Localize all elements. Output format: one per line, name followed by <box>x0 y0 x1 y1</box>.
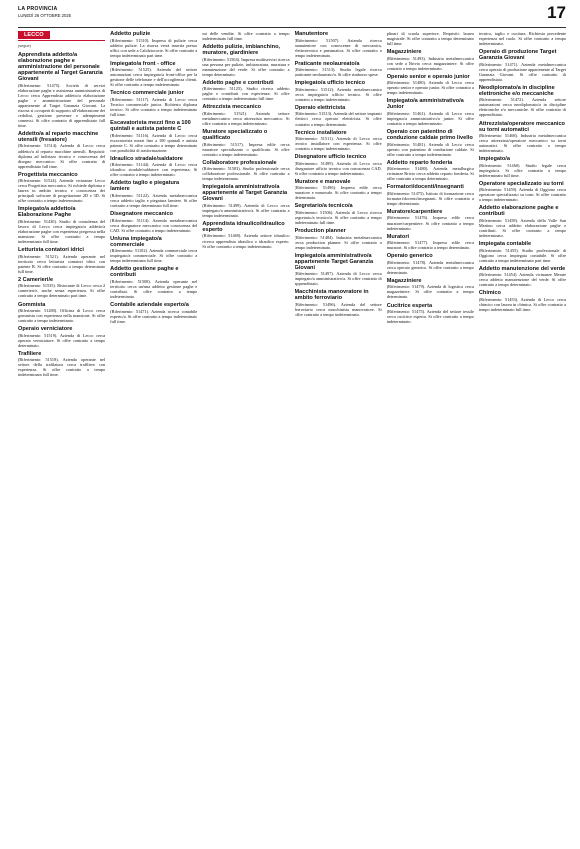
job-title: Disegnatore meccanico <box>110 211 173 218</box>
job-description: (Riferimento: 51476). Impresa edile cerca muratore/carpentiere. Si offre contratto a tempo indeterminato. <box>386 215 474 231</box>
job-description: (Riferimento: 51102). Azienda commerciale cerca impiegato/a commerciale. Si offre contratto a tempo indeterminato full time. <box>110 248 198 264</box>
page-number: 17 <box>547 3 566 22</box>
job-listing <box>387 184 474 206</box>
column-3 <box>202 31 289 843</box>
job-listing <box>387 209 474 231</box>
job-listing <box>295 228 382 250</box>
job-description: (Riferimento: 51511). Azienda di Lecco cerca tecnico installatore con esperienza. Si offre contratto a tempo indeterminato. <box>294 136 382 152</box>
section-tag: LECCO <box>18 31 50 39</box>
job-listing <box>387 49 474 71</box>
job-listing <box>110 211 197 233</box>
job-description: (Riferimento: 51471). Azienda ricerca contabile esperto/a. Si offre contratto a tempo indeterminato full time. <box>110 308 198 324</box>
job-description: (Riferimento: 51468). Industria metalmeccanica cerca attrezzista/operatore meccanico su torni automatici. Si offre contratto a tempo indeterminato. <box>478 133 567 154</box>
job-title: Addetto/a al reparto macchine utensili (fresatore) <box>18 130 99 143</box>
job-description: (Riferimento: 51497). Azienda di Lecco cerca impiegato/a amministrativo/a. Si offre contratto di apprendistato. <box>294 271 382 287</box>
job-description: (Riferimento: 51499). Azienda di Lecco cerca disegnatore ufficio tecnico con conoscenza CAD. Si offre contratto a tempo indeterminato. <box>294 160 382 176</box>
columns <box>18 31 566 843</box>
job-title: Addetto elaborazione paghe e contributi <box>478 205 559 218</box>
job-title: Formatori/docenti/insegnanti <box>386 184 464 191</box>
job-title: Muratori <box>386 233 410 240</box>
job-title: Tecnico commerciale junior <box>110 90 184 97</box>
job-listing <box>18 172 105 204</box>
job-listing <box>110 266 197 299</box>
job-description: (Riferimento: 51508). Azienda operante nel territorio cerca un/una addetto gestione paghe e contributi. Si offre contratto a tempo indeterminato. <box>110 278 198 299</box>
job-description: (Riferimento: 51461). Azienda di Lecco cerca impiegato/a amministrativo/a junior. Si offre contratto a tempo indeterminato. <box>386 110 474 127</box>
job-title: Impiegato/a front - office <box>110 60 176 67</box>
job-listing <box>18 277 105 299</box>
job-listing <box>202 44 289 77</box>
job-title: Idraulico stradale/saldatore <box>110 155 183 162</box>
job-title: Muratore/carpentiere <box>386 208 443 215</box>
job-listing <box>18 131 105 169</box>
job-description: (Riferimento: 51514). Azienda di Lecco cerca addetto/a al reparto macchine utensili. Requisiti: diploma ad indirizzo tecnico e conoscenza del disegno meccanico. Si offre contratto di apprendistato full time. <box>18 143 106 169</box>
job-title: Tecnico installatore <box>294 129 347 136</box>
job-listing <box>387 31 474 46</box>
job-description: (Riferimento: 51477). Impresa edile cerca muratori. Si offre contratto a tempo determinato. <box>386 240 474 251</box>
job-listing <box>18 326 105 348</box>
job-description: (Riferimento: 51117). Azienda di Lecco cerca Tecnico commerciale junior. Richiesto diploma tecnico. Si offre contratto a tempo indeterminato full time. <box>110 96 198 118</box>
job-description: (Riferimento: 51125). Studio ricerca addetto paghe e contributi con esperienza. Si offre contratto a tempo indeterminato full time. <box>202 86 290 102</box>
job-title: Magazziniere <box>386 49 422 56</box>
job-listing <box>479 241 566 263</box>
job-description: (Riferimento: 51460). Studio legale cerca impiegato/a. Si offre contratto a tempo indeterminato full time. <box>478 162 567 178</box>
job-description: (Riferimento: 51458). Azienda della Valle San Martino cerca addetto elaborazione paghe e contributi. Si offre contratto a tempo indeterminato. <box>478 217 567 239</box>
job-description: (Riferimento: 51280). Officina di Lecco cerca gommista con esperienza nella mansione. Si offre contratto a tempo indeterminato. <box>18 308 106 324</box>
job-listing <box>479 85 566 118</box>
job-listing <box>295 179 382 201</box>
job-title: Cucitrice esperta <box>386 302 433 309</box>
job-listing <box>295 31 382 58</box>
job-title: Addetto paghe e contributi <box>202 79 274 86</box>
job-title: Praticante neolaureato/a <box>294 60 360 67</box>
job-title: Addetto pulizie, imbianchino, muratore, giardiniere <box>202 44 281 57</box>
job-title: Gommista <box>18 301 46 308</box>
job-title: Operaio elettricista <box>294 104 346 111</box>
job-description: (Riferimento: 51535). Ristorante di Lecco cerca 2 camerieri/e, anche senza esperienza. Si offre contratto a tempo determinato part time. <box>18 283 106 299</box>
job-description: (Riferimento: 51519). Azienda di Lecco cerca operaio verniciatore. Si offre contratto a tempo determinato. <box>18 332 106 348</box>
column-2 <box>110 31 197 843</box>
job-listing <box>387 160 474 182</box>
job-title: Production planner <box>294 228 346 235</box>
job-description: (Riferimento: 51510). Impresa di pulizie cerca addetto pulizie. La risorsa verrà inserita presso uffici con sede a Calolziocorte. Si offre contratto a tempo indeterminato part time. <box>110 37 198 58</box>
job-listing <box>110 31 197 58</box>
job-title: Operatore specializzato su torni <box>478 180 564 187</box>
job-listing <box>479 156 566 178</box>
job-description: (Riferimento: 51430). Studio di consulenza del lavoro di Lecco cerca impiegato/a addetto/a elaborazione paghe con esperienza pregressa nella mansione. Si offre contratto a tempo indeterminato full time. <box>18 218 106 245</box>
job-listing <box>295 130 382 152</box>
job-description: (Riferimento: 51455). Studio professionale di Oggiono cerca impiegata contabile. Si offre contratto a tempo indeterminato part time. <box>478 247 567 263</box>
job-description: (Riferimento: 51503). Studio professionale cerca collaboratore professionale. Si offre contratto a tempo indeterminato. <box>202 166 290 182</box>
job-listing <box>479 266 566 288</box>
job-title: Escavatorista mezzi fino a 100 quintali e autista patente C <box>110 120 191 133</box>
job-title: Un/una impiegato/a commerciale <box>110 235 162 248</box>
job-title: Chimico <box>478 290 501 297</box>
job-listing <box>479 181 566 203</box>
job-title: Disegnatore ufficio tecnico <box>294 154 367 161</box>
job-listing <box>387 74 474 96</box>
column-1 <box>18 31 105 843</box>
job-listing <box>202 184 289 218</box>
section-continued: (segue) <box>18 44 31 48</box>
job-title: Operaio verniciatore <box>18 326 73 333</box>
job-listing <box>18 52 105 128</box>
job-description: (Riferimento: 51453). Azienda di Lecco cerca chimico con laurea in chimica. Si offre contratto a tempo indeterminato full time. <box>478 296 567 313</box>
job-title: Addetto pulizie <box>110 31 151 37</box>
job-description: (Riferimento: 51471). Azienda metalmeccanica cerca operaio di produzione appartenente al Target Garanzia Giovani. Si offre contratto di apprendistato. <box>478 61 567 82</box>
job-listing <box>479 290 566 312</box>
job-listing <box>18 247 105 274</box>
job-description: (Riferimento: 51521). Azienda settore metalmeccanico cerca attrezzista meccanico. Si offre contratto a tempo indeterminato. <box>202 110 290 127</box>
job-description: (Riferimento: 51454). Azienda vicinanze Merate cerca addetto manutenzione del verde. Si offre contratto a tempo determinato. <box>478 272 567 288</box>
job-listing <box>295 289 382 317</box>
job-title: Operaio generico <box>386 253 433 260</box>
job-listing <box>18 302 105 324</box>
job-title: Operaio di produzione Target Garanzia Giovani <box>478 49 557 62</box>
job-title: Segretario/a tecnico/a <box>294 203 353 210</box>
job-description: mi delle vendite. Si offre contratto a tempo indeterminato full time. <box>202 31 290 42</box>
job-title: Addetto gestione paghe e contributi <box>110 266 179 279</box>
job-listing <box>110 180 197 208</box>
job-description: (Riferimento: 51480). Azienda di Lecco cerca operaio senior e operaio junior. Si offre contratto a tempo indeterminato. <box>386 80 474 96</box>
job-title: Neodiplomato/a in discipline elettroniche e/o meccaniche <box>478 84 555 97</box>
job-listing <box>295 154 382 176</box>
job-listing <box>202 129 289 157</box>
job-listing <box>202 221 289 249</box>
job-title: Magazziniere <box>386 277 422 284</box>
job-listing <box>295 80 382 102</box>
job-title: Addetto reparto fonderia <box>386 159 453 166</box>
job-listing <box>387 98 474 126</box>
job-description: (Riferimento: 51469). Azienda settore idraulico ricerca apprendista idraulico o idraulico esperto. Si offre contratto a tempo indeterminato. <box>202 233 290 249</box>
job-listing <box>202 104 289 126</box>
job-listing <box>110 156 197 178</box>
job-title: Letturista contatori idrici <box>18 247 84 254</box>
job-listing <box>110 61 197 88</box>
job-title: Impiegato/a amministrativo/a appartenente Target Garanzia Giovani <box>294 252 374 271</box>
job-listing <box>479 205 566 238</box>
job-listing <box>110 302 197 324</box>
job-title: Operaio con patentino di conduzione caldaie primo livello <box>386 129 473 142</box>
job-title: Collaboratore professionale <box>202 159 277 166</box>
job-description: (Riferimento: 51493). Industria metalmeccanica con sede a Brivio cerca magazziniere. Si offre contratto a tempo indeterminato. <box>386 55 474 71</box>
job-description: (Riferimento: 51513). Azienda del settore impianti elettrici cerca operaio elettricista. Si offre contratto a tempo determinato. <box>294 111 382 127</box>
column-6 <box>479 31 566 843</box>
job-title: Impiegato/a amministrativo/a appartenente al Target Garanzia Giovani <box>202 184 288 203</box>
job-description: (Riferimento: 51475). Società di servizi elaborazione paghe e assistenza amministrativa di Lecco cerca Apprendista addetto/a elaborazione paghe e amministrazione del personale appartenente al Target Garanzia Giovani. La risorsa si occuperà di supporto all'elaborazione dei cedolini, gestione presenze e adempimenti connessi. Si offre contratto di apprendistato full time. <box>18 82 106 128</box>
job-title: Manutentore <box>294 31 329 37</box>
column-4 <box>295 31 382 843</box>
job-title: Muratore e manovale <box>294 178 351 185</box>
job-listing <box>110 236 197 264</box>
job-listing <box>387 278 474 300</box>
job-listing <box>479 31 566 46</box>
job-description: (Riferimento: 51480). Azienda metallurgica vicinanze Brivio cerca addetto reparto fonderia. Si offre contratto a tempo determinato. <box>386 166 474 182</box>
job-title: Trafiliere <box>18 350 42 357</box>
job-description: (Riferimento: 51459). Azienda di Oggiono cerca operatore specializzato su torni. Si offre contratto a tempo indeterminato. <box>478 187 567 203</box>
job-description: (Riferimento: 51518). Azienda operante nel settore della trafilatura cerca trafiliere con esperienza. Si offre contratto a tempo indeterminato full time. <box>18 357 106 378</box>
job-listing <box>387 253 474 275</box>
job-description: (Riferimento: 51506). Azienda di Lecco ricerca segretario/a tecnico/a. Si offre contratto a tempo indeterminato full time. <box>294 209 382 226</box>
job-listing <box>202 160 289 182</box>
job-description: (Riferimento: 51481). Azienda di Lecco cerca operaio con patentino di conduzione caldaie. Si offre contratto a tempo indeterminato. <box>386 141 474 157</box>
job-listing <box>295 253 382 287</box>
job-description: (Riferimento: 51512). Azienda metalmeccanica cerca impiegato/a ufficio tecnico. Si offre contratto a tempo indeterminato. <box>294 86 382 102</box>
job-title: Apprendista addetto/a elaborazione paghe e amministrazione del personale appartenente al Target Garanzia Giovani <box>18 52 103 83</box>
job-description: (Riferimento: 51499). Azienda di Lecco cerca impiegato/a amministrativo/a. Si offre contratto a tempo indeterminato. <box>202 202 290 218</box>
job-listing <box>387 303 474 325</box>
job-listing <box>295 203 382 225</box>
issue-date: LUNEDÌ 26 OTTOBRE 2025 <box>18 13 71 18</box>
job-listing <box>18 351 105 378</box>
job-description: (Riferimento: 51472). Azienda settore automazioni cerca neodiplomato/a in discipline elettroniche e/o meccaniche. Si offre contratto di apprendistato. <box>478 97 567 118</box>
job-title: Impiegato/a ufficio tecnico <box>294 80 366 87</box>
job-title: 2 Camerieri/e <box>18 276 54 283</box>
job-listing <box>202 80 289 102</box>
header-rule <box>18 27 566 28</box>
job-listing <box>479 121 566 154</box>
job-title: Progettista meccanico <box>18 171 78 178</box>
job-description: (Riferimento: 51484). Industria metalmeccanica cerca production planner. Si offre contratto a tempo indeterminato. <box>294 234 382 250</box>
job-title: Attrezzista/operatore meccanico su torni automatici <box>478 120 565 133</box>
job-title: Addetto manutenzione del verde <box>478 265 566 272</box>
job-title: Macchinista manovratore in ambito ferroviario <box>294 289 369 302</box>
column-5 <box>387 31 474 843</box>
job-description: (Riferimento: 51479). Azienda di logistica cerca magazziniere. Si offre contratto a tempo determinato. <box>386 284 474 300</box>
job-listing <box>387 234 474 251</box>
job-listing <box>110 90 197 117</box>
job-description: (Riferimento: 51513). Studio legale ricerca praticante neolaureato/a. Si offre rimborso spese. <box>294 67 382 78</box>
job-description: tecnico, taglio e cucitura. Richiesta precedente esperienza nel ruolo. Si offre contratto a tempo indeterminato. <box>478 31 567 47</box>
job-description: plinari di scuola superiore. Requisiti: laurea magistrale. Si offre contratto a tempo determinato full time. <box>386 31 474 47</box>
job-description: (Riferimento: 51116). Azienda di Lecco cerca escavatorista mezzi fino a 100 quintali e autista patente C. Si offre contratto a tempo determinato con possibilità di trasformazione. <box>110 132 198 153</box>
job-description: (Riferimento: 51114). Azienda metalmeccanica cerca disegnatore meccanico con conoscenza del CAD. Si offre contratto a tempo indeterminato. <box>110 217 198 233</box>
job-listing <box>110 120 197 153</box>
job-listing <box>295 105 382 127</box>
job-title: Impiegato/a <box>478 156 510 163</box>
job-description: (Riferimento: 51475). Azienda del settore tessile cerca cucitrice esperta. Si offre contratto a tempo indeterminato. <box>386 309 474 325</box>
job-listing <box>295 61 382 78</box>
job-title: Operaio senior e operaio junior <box>386 73 470 80</box>
job-description: (Riferimento: 51517). Impresa edile cerca muratore specializzato o qualificato. Si offre contratto a tempo indeterminato. <box>202 141 290 157</box>
job-title: Impiegata contabile <box>478 241 532 248</box>
job-listing <box>387 129 474 157</box>
job-description: (Riferimento: 51496). Azienda del settore ferroviario cerca macchinista manovratore. Si offre contratto a tempo indeterminato. <box>294 301 382 317</box>
job-description: (Riferimento: 51122). Azienda metalmeccanica cerca addetto taglio e piegatura lamiere. Si offre contratto a tempo determinato full time. <box>110 192 198 208</box>
job-title: Contabile aziendale esperto/a <box>110 302 189 308</box>
job-description: (Riferimento: 51144). Azienda di Lecco cerca idraulico stradale/saldatore con esperienza. Si offre contratto a tempo indeterminato. <box>110 162 198 178</box>
job-description: (Riferimento: 51525). Azienda del settore automazioni cerca impiegato/a front-office per la gestione delle telefonate e dell'accoglienza clienti. Si offre contratto a tempo indeterminato. <box>110 67 198 88</box>
job-description: (Riferimento: 51504). Impresa multiservizi ricerca una persona per pulizie, imbiancatura, muratura e manutenzione del verde. Si offre contratto a tempo determinato. <box>202 56 290 77</box>
job-listing <box>18 206 105 244</box>
job-title: Impiegato/a amministrativo/a Junior <box>386 98 464 111</box>
job-listing <box>202 31 289 41</box>
job-description: (Riferimento: 51507). Azienda ricerca manutentore con conoscenze di meccanica, elettrotecnica e pneumatica. Si offre contratto a tempo indeterminato. <box>294 37 382 58</box>
job-listing <box>479 49 566 82</box>
job-title: Impiegato/a addetto/a Elaborazione Paghe <box>18 206 76 219</box>
masthead <box>18 3 566 28</box>
job-description: (Riferimento: 51521). Azienda operante nel territorio cerca letturista contatori idrici con patente B. Si offre contratto a tempo determinato full time. <box>18 253 106 274</box>
job-title: Muratore specializzato o qualificato <box>202 129 268 142</box>
job-description: (Riferimento: 51478). Azienda metalmeccanica cerca operaio generico. Si offre contratto a tempo determinato. <box>386 259 474 275</box>
job-title: Addetto taglio e piegatura lamiere <box>110 180 180 193</box>
job-description: (Riferimento: 51524). Azienda vicinanze Lecco cerca Progettista meccanico. Si richiede diploma o laurea in ambito tecnico e conoscenza dei principali software di progettazione 2D e 3D. Si offre contratto a tempo indeterminato. <box>18 178 106 204</box>
job-title: Apprendista idraulico/idraulico esperto <box>202 220 285 233</box>
section-tag-rule <box>18 40 105 41</box>
job-description: (Riferimento: 51475). Istituto di formazione cerca formatori/docenti/insegnanti. Si offre contratto a tempo determinato. <box>386 190 474 206</box>
job-title: Attrezzista meccanico <box>202 104 262 111</box>
job-description: (Riferimento: 51496). Impresa edile cerca muratore e manovale. Si offre contratto a tempo determinato. <box>294 185 382 201</box>
newspaper-name: LA PROVINCIA <box>18 6 58 12</box>
